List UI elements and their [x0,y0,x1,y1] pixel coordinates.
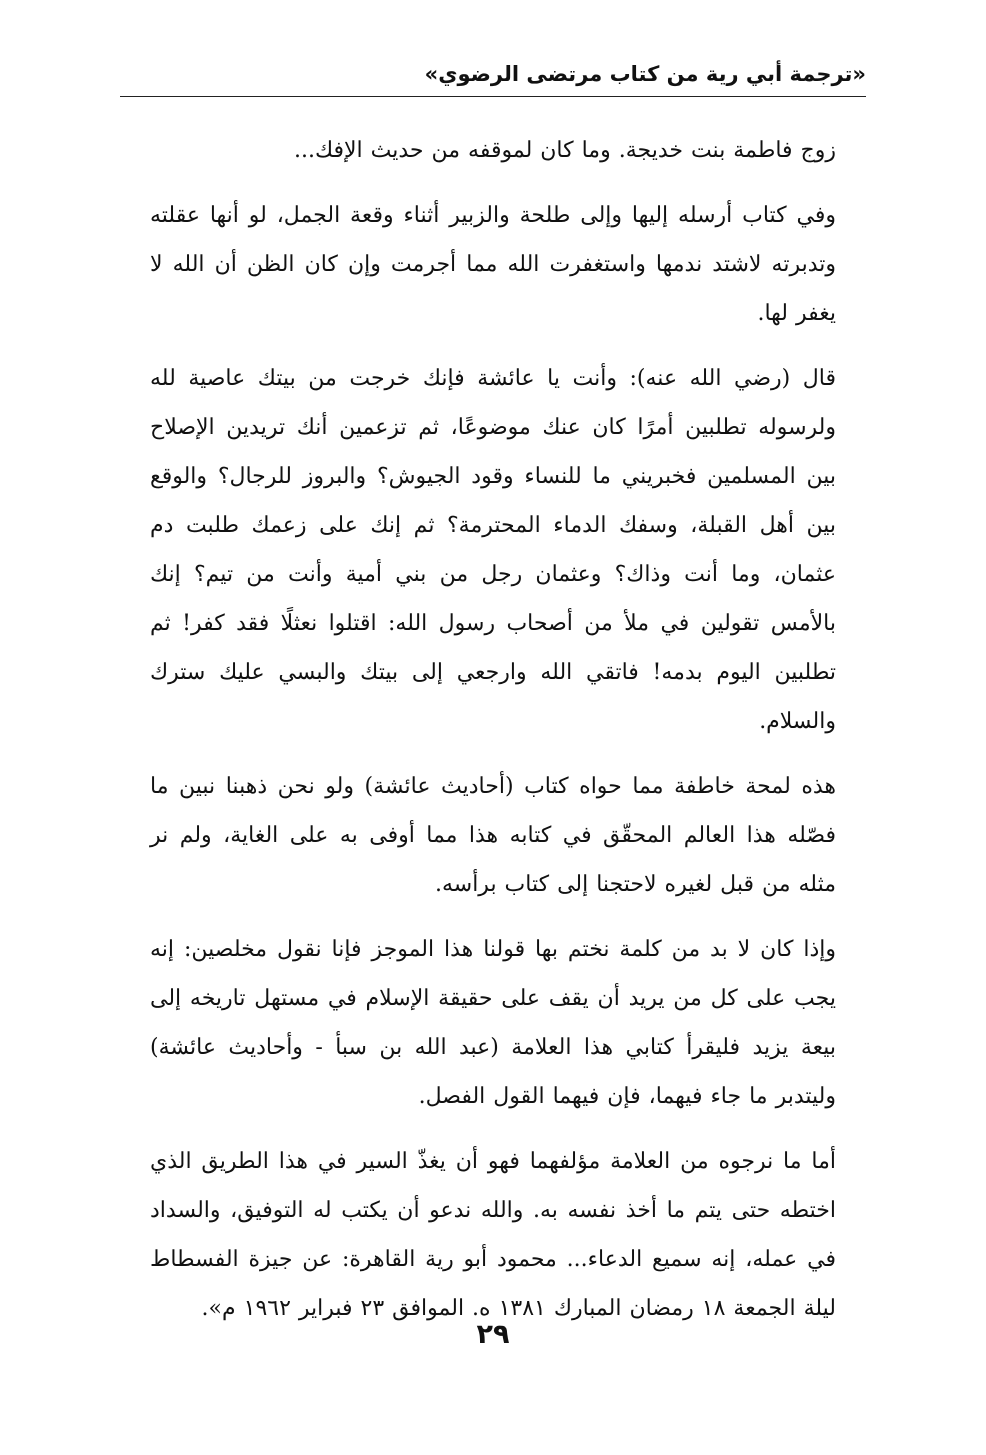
paragraph-5: وإذا كان لا بد من كلمة نختم بها قولنا هذا الموجز فإنا نقول مخلصين: إنه يجب على كل من يريد أن يقف على حقيقة الإسلام في مستهل تاريخه إلى بيعة يزيد فليقرأ كتابي هذا العلامة (عبد الله بن سبأ - وأحاديث عائشة) وليتدبر ما جاء فيهما، فإن فيهما القول الفصل. [150,937,836,1109]
paragraph-3: قال (رضي الله عنه): وأنت يا عائشة فإنك خرجت من بيتك عاصية لله ولرسوله تطلبين أمرًا كان عنك موضوعًا، ثم تزعمين أنك تريدين الإصلاح بين المسلمين فخبريني ما للنساء وقود الجيوش؟ والبروز للرجال؟ والوقع بين أهل القبلة، وسفك الدماء المحترمة؟ ثم إنك على زعمك طلبت دم عثمان، وما أنت وذاك؟ وعثمان رجل من بني أمية وأنت من تيم؟ إنك بالأمس تقولين في ملأ من أصحاب رسول الله: اقتلوا نعثلًا فقد كفر! ثم تطلبين اليوم بدمه! فاتقي الله وارجعي إلى بيتك والبسي عليك سترك والسلام. [150,366,836,734]
body-text [150,126,836,1349]
paragraph-4: هذه لمحة خاطفة مما حواه كتاب (أحاديث عائشة) ولو نحن ذهبنا نبين ما فصّله هذا العالم المحقّق في كتابه هذا مما أوفى به على الغاية، ولم نر مثله من قبل لغيره لاحتجنا إلى كتاب برأسه. [150,774,836,897]
paragraph-2: وفي كتاب أرسله إليها وإلى طلحة والزبير أثناء وقعة الجمل، لو أنها عقلته وتدبرته لاشتد ندمها واستغفرت الله مما أجرمت وإن كان الظن أن الله لا يغفر لها. [150,203,836,326]
paragraph-6: أما ما نرجوه من العلامة مؤلفهما فهو أن يغذّ السير في هذا الطريق الذي اختطه حتى يتم ما أخذ نفسه به. والله ندعو أن يكتب له التوفيق، والسداد في عمله، إنه سميع الدعاء... محمود أبو رية القاهرة: عن جيزة الفسطاط ليلة الجمعة ١٨ رمضان المبارك ١٣٨١ ه. الموافق ٢٣ فبراير ١٩٦٢ م». [150,1149,836,1321]
running-header: «ترجمة أبي رية من كتاب مرتضى الرضوي» [120,52,866,97]
paragraph-1: زوج فاطمة بنت خديجة. وما كان لموقفه من حديث الإفك... [293,138,836,163]
page-number: ٢٩ [476,1319,510,1350]
